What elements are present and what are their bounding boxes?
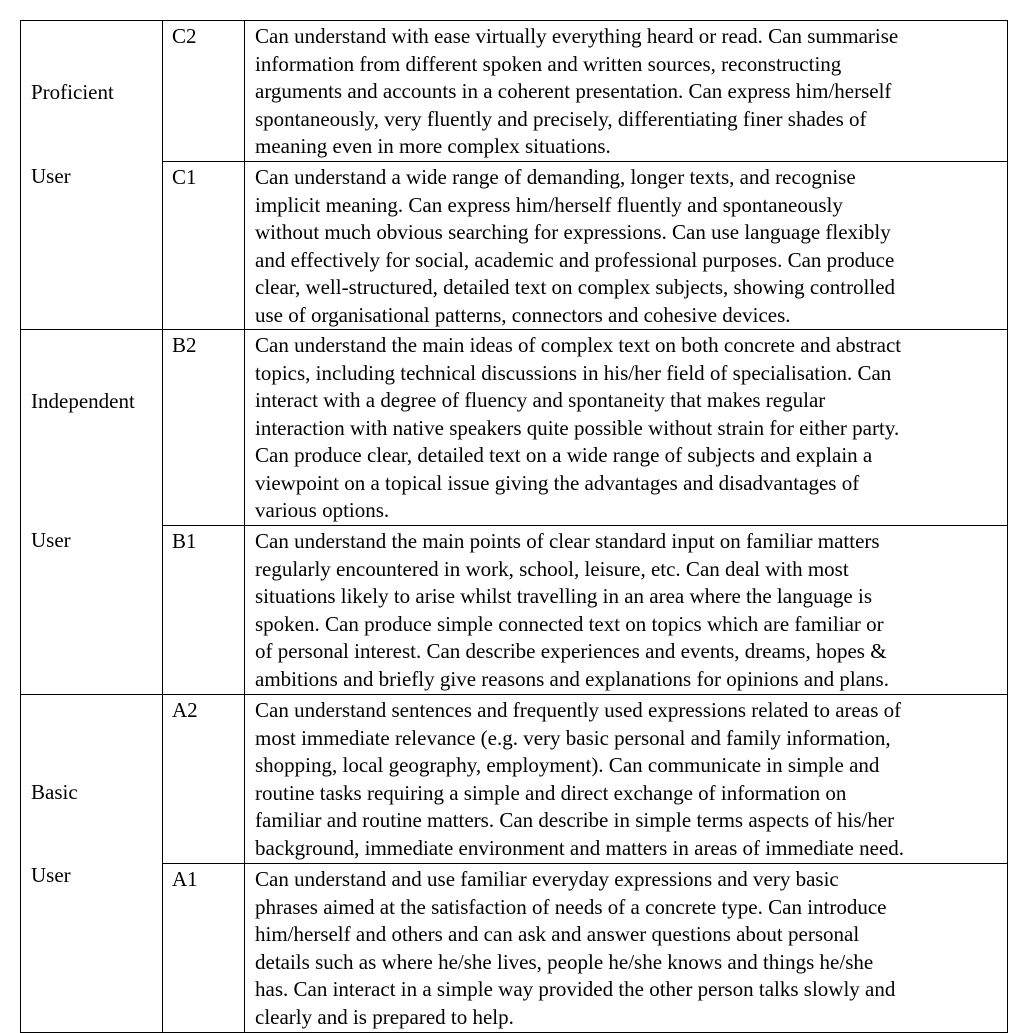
level-description-a2: Can understand sentences and frequently used expressions related to areas of most immediate relevance (e.g. very basic personal and family information, shopping, local geography, employment). Can communicate in simple and routine tasks requiring a simple and direct exchange of information on familiar and routine matters. Can describe in simple terms aspects of his/her background, immediate environment and matters in areas of immediate need. bbox=[245, 695, 1008, 864]
level-description-c2: Can understand with ease virtually everything heard or read. Can summarise information from different spoken and written sources, reconstructing arguments and accounts in a coherent presentation. Can express him/herself spontaneously, very fluently and precisely, differentiating finer shades of meaning even in more complex situations. bbox=[245, 21, 1008, 162]
group-suffix-independent: User bbox=[31, 528, 71, 552]
level-code-b2: B2 bbox=[163, 330, 245, 526]
level-code-a2: A2 bbox=[163, 695, 245, 864]
level-code-b1: B1 bbox=[163, 526, 245, 695]
group-suffix-proficient: User bbox=[31, 164, 71, 188]
level-description-a1: Can understand and use familiar everyday expressions and very basic phrases aimed at the satisfaction of needs of a concrete type. Can introduce him/herself and others and can ask and answer questions about personal details such as where he/she lives, people he/she knows and things he/she has. Can interact in a simple way provided the other person talks slowly and clearly and is prepared to help. bbox=[245, 864, 1008, 1033]
table-row-c2 bbox=[21, 21, 1008, 162]
level-description-b1: Can understand the main points of clear standard input on familiar matters regularly encountered in work, school, leisure, etc. Can deal with most situations likely to arise whilst travelling in an area where the language is spoken. Can produce simple connected text on topics which are familiar or of personal interest. Can describe experiences and events, dreams, hopes & ambitions and briefly give reasons and explanations for opinions and plans. bbox=[245, 526, 1008, 695]
level-description-c1: Can understand a wide range of demanding, longer texts, and recognise implicit meaning. Can express him/herself fluently and spontaneously without much obvious searching for expressions. Can use language flexibly and effectively for social, academic and professional purposes. Can produce clear, well-structured, detailed text on complex subjects, showing controlled use of organisational patterns, connectors and cohesive devices. bbox=[245, 162, 1008, 330]
group-cell-basic bbox=[21, 695, 163, 1033]
level-description-b2: Can understand the main ideas of complex text on both concrete and abstract topics, including technical discussions in his/her field of specialisation. Can interact with a degree of fluency and spontaneity that makes regular interaction with native speakers quite possible without strain for either party. Can produce clear, detailed text on a wide range of subjects and explain a viewpoint on a topical issue giving the advantages and disadvantages of various options. bbox=[245, 330, 1008, 526]
cefr-levels-table bbox=[20, 20, 1008, 1033]
level-code-c1: C1 bbox=[163, 162, 245, 330]
level-code-a1: A1 bbox=[163, 864, 245, 1033]
group-suffix-basic: User bbox=[31, 863, 71, 887]
group-cell-independent bbox=[21, 330, 163, 695]
table-row-a2 bbox=[21, 695, 1008, 864]
table-row-b2 bbox=[21, 330, 1008, 526]
table-row-c1 bbox=[21, 162, 1008, 330]
group-name-proficient: Proficient bbox=[31, 80, 114, 104]
table-row-b1 bbox=[21, 526, 1008, 695]
table-row-a1 bbox=[21, 864, 1008, 1033]
group-name-basic: Basic bbox=[31, 780, 78, 804]
group-cell-proficient bbox=[21, 21, 163, 330]
group-name-independent: Independent bbox=[31, 389, 135, 413]
level-code-c2: C2 bbox=[163, 21, 245, 162]
